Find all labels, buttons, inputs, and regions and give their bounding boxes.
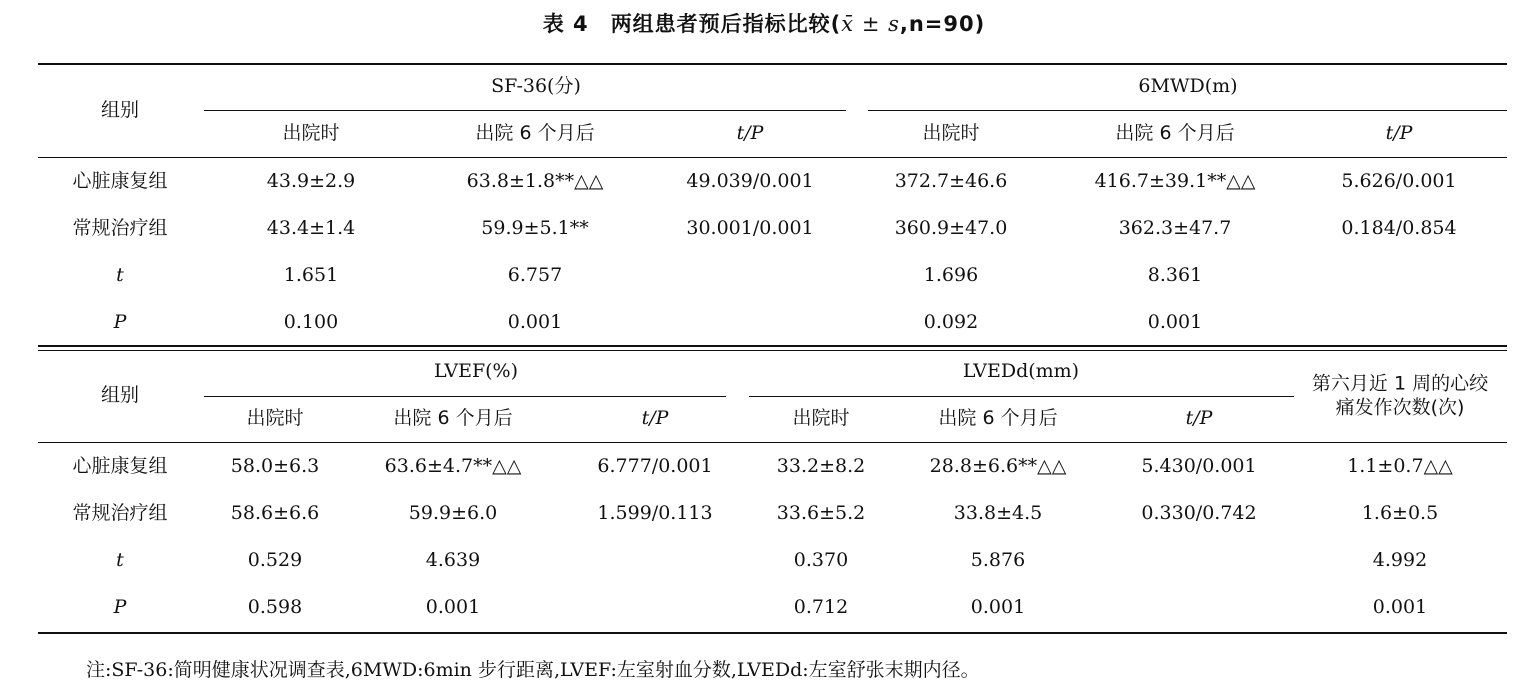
table2-header-rule xyxy=(38,442,1507,443)
table2-subheader: t/P xyxy=(1185,407,1213,430)
table2-row-label: 常规治疗组 xyxy=(72,502,168,525)
table2-cell: 6.777/0.001 xyxy=(597,455,713,478)
table2-subheader: 出院 6 个月后 xyxy=(938,407,1058,430)
table2-row-label: P xyxy=(113,596,127,619)
table2-lvedd-underline xyxy=(749,396,1294,397)
table1-cell: 1.651 xyxy=(283,264,339,287)
table1-cell: 362.3±47.7 xyxy=(1118,217,1232,240)
table1-header-rule xyxy=(38,157,1507,158)
table1-cell: 30.001/0.001 xyxy=(686,217,814,240)
table2-subheader: 出院时 xyxy=(246,407,304,430)
table2-cell: 0.712 xyxy=(793,596,849,619)
table2-row-label: 心脏康复组 xyxy=(72,455,168,478)
mean-sd-notation: x̄ ± s xyxy=(841,12,900,36)
table2-cell: 1.1±0.7△△ xyxy=(1347,455,1453,478)
table2-angina-header: 第六月近 1 周的心绞痛发作次数(次) xyxy=(1311,372,1489,418)
table1-subheader: 出院 6 个月后 xyxy=(475,122,595,145)
table-footnote: 注:SF-36:简明健康状况调查表,6MWD:6min 步行距离,LVEF:左室射血分数,LVEDd:左室舒张末期内径。 xyxy=(86,659,980,681)
table1-cell: 59.9±5.1** xyxy=(481,217,589,240)
table2-subheader: 出院时 xyxy=(792,407,850,430)
table2-colgroup-lvedd: LVEDd(mm) xyxy=(962,360,1080,383)
table1-cell: 416.7±39.1**△△ xyxy=(1094,170,1256,193)
table1-colgroup-sf36: SF-36(分) xyxy=(491,75,581,98)
table2-bottom-rule xyxy=(38,632,1507,634)
table2-cell: 0.001 xyxy=(970,596,1026,619)
table-caption xyxy=(0,8,1528,38)
table2-cell: 4.992 xyxy=(1372,549,1428,572)
table1-cell: 0.001 xyxy=(507,311,563,334)
table2-cell: 4.639 xyxy=(425,549,481,572)
table1-cell: 0.092 xyxy=(923,311,979,334)
table1-subheader: t/P xyxy=(1385,122,1413,145)
table2-cell: 33.6±5.2 xyxy=(776,502,866,525)
table1-cell: 0.100 xyxy=(283,311,339,334)
table1-cell: 360.9±47.0 xyxy=(894,217,1008,240)
table1-subheader: 出院 6 个月后 xyxy=(1115,122,1235,145)
table1-cell: 49.039/0.001 xyxy=(686,170,814,193)
table2-cell: 0.370 xyxy=(793,549,849,572)
table2-row-label: t xyxy=(116,549,124,572)
table2-cell: 59.9±6.0 xyxy=(408,502,498,525)
table1-subheader: 出院时 xyxy=(922,122,980,145)
table1-cell: 8.361 xyxy=(1147,264,1203,287)
table2-cell: 5.430/0.001 xyxy=(1141,455,1257,478)
table2-cell: 0.001 xyxy=(425,596,481,619)
table1-cell: 372.7±46.6 xyxy=(894,170,1008,193)
table2-cell: 63.6±4.7**△△ xyxy=(384,455,522,478)
table-title: 两组患者预后指标比较( xyxy=(610,12,842,36)
table2-cell: 1.599/0.113 xyxy=(597,502,713,525)
table2-cell: 0.598 xyxy=(247,596,303,619)
sample-size: ,n=90) xyxy=(899,12,986,36)
table2-cell: 58.0±6.3 xyxy=(230,455,320,478)
table2-subheader: 出院 6 个月后 xyxy=(393,407,513,430)
table1-cell: 6.757 xyxy=(507,264,563,287)
table1-6mwd-underline xyxy=(868,110,1507,111)
table-separator-rule-b xyxy=(38,350,1507,351)
table1-colgroup-6mwd: 6MWD(m) xyxy=(1138,75,1238,98)
table1-subheader: t/P xyxy=(736,122,764,145)
table1-row-label: P xyxy=(113,311,127,334)
table1-cell: 5.626/0.001 xyxy=(1341,170,1457,193)
table2-group-header: 组别 xyxy=(100,384,140,407)
table2-cell: 28.8±6.6**△△ xyxy=(929,455,1067,478)
table2-cell: 1.6±0.5 xyxy=(1361,502,1439,525)
table1-group-header: 组别 xyxy=(100,99,140,122)
table1-cell: 43.4±1.4 xyxy=(266,217,356,240)
table1-cell: 0.001 xyxy=(1147,311,1203,334)
table-separator-rule-a xyxy=(38,345,1507,347)
table2-cell: 0.330/0.742 xyxy=(1141,502,1257,525)
table1-top-rule xyxy=(38,63,1507,65)
table1-cell: 0.184/0.854 xyxy=(1341,217,1457,240)
table1-subheader: 出院时 xyxy=(282,122,340,145)
table1-cell: 63.8±1.8**△△ xyxy=(466,170,604,193)
table-label: 表 4 xyxy=(542,12,589,36)
table2-cell: 5.876 xyxy=(970,549,1026,572)
table2-lvef-underline xyxy=(204,396,726,397)
table1-row-label: 心脏康复组 xyxy=(72,170,168,193)
table1-row-label: 常规治疗组 xyxy=(72,217,168,240)
table1-sf36-underline xyxy=(204,110,846,111)
table2-colgroup-lvef: LVEF(%) xyxy=(433,360,519,383)
table1-cell: 1.696 xyxy=(923,264,979,287)
table1-cell: 43.9±2.9 xyxy=(266,170,356,193)
table1-row-label: t xyxy=(116,264,124,287)
table2-cell: 33.2±8.2 xyxy=(776,455,866,478)
table2-cell: 0.529 xyxy=(247,549,303,572)
table2-cell: 58.6±6.6 xyxy=(230,502,320,525)
table2-subheader: t/P xyxy=(641,407,669,430)
table2-cell: 0.001 xyxy=(1372,596,1428,619)
table2-cell: 33.8±4.5 xyxy=(953,502,1043,525)
